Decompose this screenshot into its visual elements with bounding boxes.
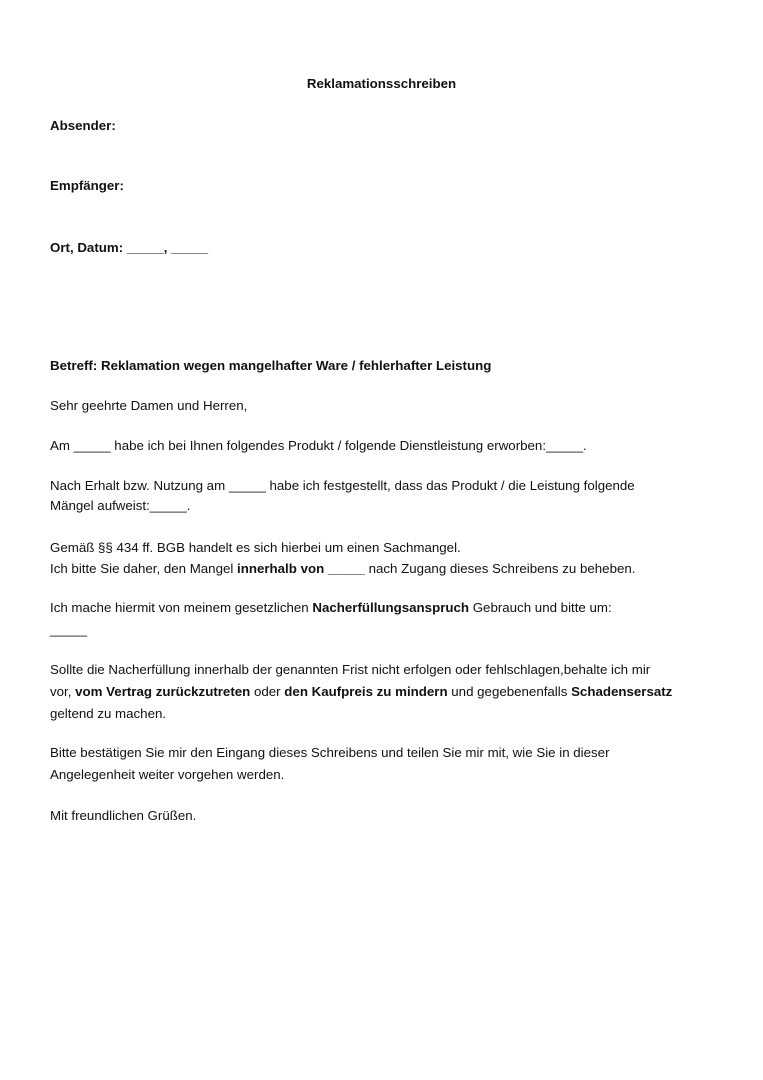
paragraph-deadline-line2: vor, vom Vertrag zurückzutreten oder den Kaufpreis zu mindern und gegebenenfalls Schadensersatz xyxy=(50,684,673,699)
paragraph-claim-line1: Ich mache hiermit von meinem gesetzlichen Nacherfüllungsanspruch Gebrauch und bitte um: xyxy=(50,600,612,615)
document-title: Reklamationsschreiben xyxy=(306,76,457,91)
paragraph-claim-blank: _____ xyxy=(50,622,87,637)
paragraph-legal-line1: Gemäß §§ 434 ff. BGB handelt es sich hierbei um einen Sachmangel. xyxy=(50,540,461,555)
paragraph-deadline-line1: Sollte die Nacherfüllung innerhalb der genannten Frist nicht erfolgen oder fehlschlagen,behalte ich mir xyxy=(50,662,651,677)
paragraph-defect-line1: Nach Erhalt bzw. Nutzung am _____ habe ich festgestellt, dass das Produkt / die Leistung folgende xyxy=(50,478,635,493)
paragraph-legal-line2: Ich bitte Sie daher, den Mangel innerhalb von _____ nach Zugang dieses Schreibens zu beheben. xyxy=(50,561,636,576)
place-date: Ort, Datum: _____, _____ xyxy=(50,240,209,255)
paragraph-confirm-line2: Angelegenheit weiter vorgehen werden. xyxy=(50,767,285,782)
subject-line: Betreff: Reklamation wegen mangelhafter Ware / fehlerhafter Leistung xyxy=(50,358,492,373)
paragraph-purchase: Am _____ habe ich bei Ihnen folgendes Produkt / folgende Dienstleistung erworben:_____. xyxy=(50,438,587,453)
recipient-label: Empfänger: xyxy=(50,178,124,193)
paragraph-deadline-line3: geltend zu machen. xyxy=(50,706,167,721)
sender-label: Absender: xyxy=(50,118,116,133)
closing: Mit freundlichen Grüßen. xyxy=(50,808,197,823)
salutation: Sehr geehrte Damen und Herren, xyxy=(50,398,248,413)
paragraph-defect-line2: Mängel aufweist:_____. xyxy=(50,498,191,513)
paragraph-confirm-line1: Bitte bestätigen Sie mir den Eingang dieses Schreibens und teilen Sie mir mit, wie Sie in dieser xyxy=(50,745,610,760)
